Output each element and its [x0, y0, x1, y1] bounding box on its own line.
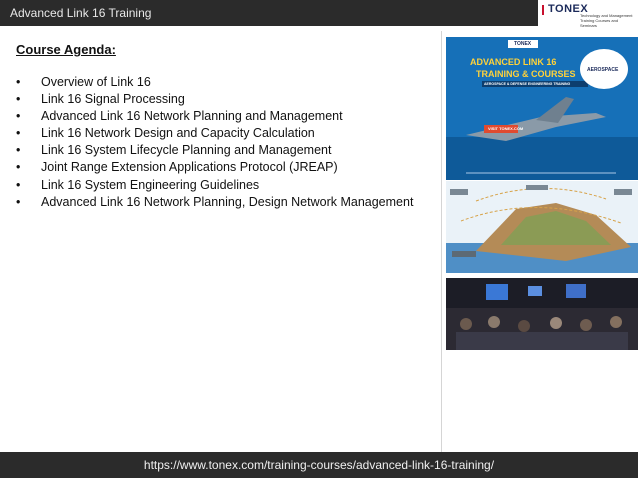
- agenda-list: [16, 74, 413, 211]
- classroom-photo-image: [446, 278, 638, 350]
- promo-headline-1: ADVANCED LINK 16: [470, 57, 557, 67]
- agenda-title: Course Agenda:: [16, 42, 116, 57]
- promo-subtitle: AEROSPACE & DEFENSE ENGINEERING TRAINING: [484, 82, 571, 86]
- bullet-icon: •: [16, 177, 21, 192]
- bullet-icon: •: [16, 109, 21, 124]
- tonex-logo: [538, 0, 638, 28]
- course-url-link[interactable]: https://www.tonex.com/training-courses/advanced-link-16-training/: [143, 458, 495, 472]
- logo-tagline: Technology and Management Training Courses and Seminars: [580, 13, 633, 28]
- bullet-icon: •: [16, 126, 21, 141]
- promo-headline-2: TRAINING & COURSES: [476, 69, 576, 79]
- network-diagram-art: [446, 181, 638, 273]
- agenda-item: • Joint Range Extension Applications Protocol (JREAP): [16, 159, 413, 176]
- bullet-icon: •: [16, 143, 21, 158]
- column-divider: [441, 31, 442, 452]
- footer-bar: [0, 452, 638, 478]
- bullet-icon: •: [16, 194, 21, 209]
- agenda-item: • Link 16 System Lifecycle Planning and Management: [16, 142, 413, 159]
- promo-banner-image: [446, 37, 638, 180]
- bullet-icon: •: [16, 75, 21, 89]
- bullet-icon: •: [16, 92, 21, 107]
- agenda-item: • Link 16 Network Design and Capacity Calculation: [16, 125, 413, 142]
- agenda-item: • Advanced Link 16 Network Planning and Management: [16, 108, 413, 125]
- agenda-item: • Overview of Link 16: [16, 74, 413, 91]
- promo-brand: TONEX: [514, 41, 532, 47]
- agenda-item: • Advanced Link 16 Network Planning, Design Network Management: [16, 194, 413, 211]
- logo-name: TONEX: [548, 3, 589, 15]
- promo-cta: VISIT TONEX.COM: [488, 126, 524, 131]
- bullet-icon: •: [16, 160, 21, 175]
- agenda-item: • Link 16 Signal Processing: [16, 91, 413, 108]
- slide-title: Advanced Link 16 Training: [10, 6, 152, 20]
- classroom-photo-art: [446, 278, 638, 350]
- agenda-item: • Link 16 System Engineering Guidelines: [16, 177, 413, 194]
- promo-badge: AEROSPACE: [587, 67, 619, 73]
- link16-network-diagram-image: [446, 181, 638, 273]
- header-bar: [0, 0, 638, 26]
